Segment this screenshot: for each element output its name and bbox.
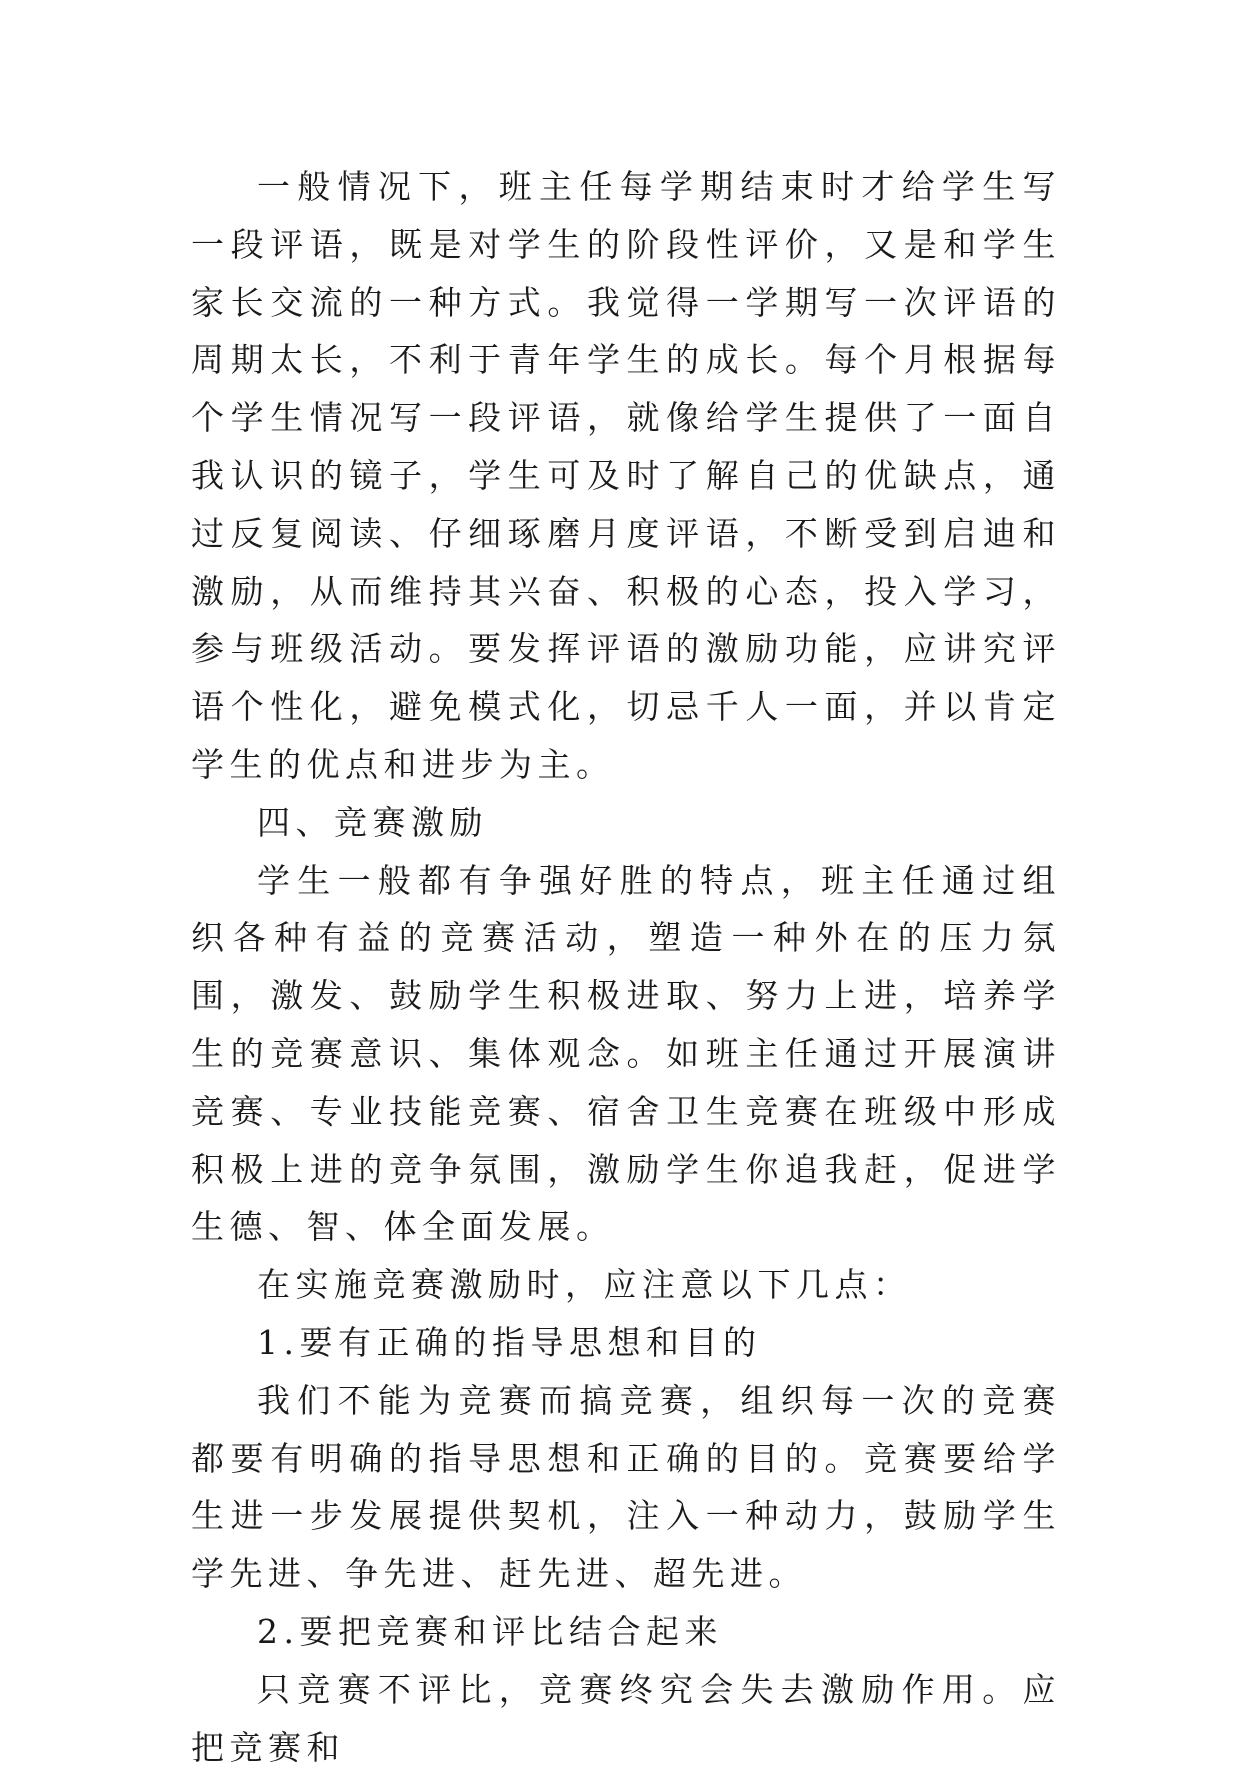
paragraph-guiding-purpose: 我们不能为竞赛而搞竞赛，组织每一次的竞赛都要有明确的指导思想和正确的目的。竞赛要给学生进一步发展提供契机，注入一种动力，鼓励学生学先进、争先进、赶先进、超先进。 xyxy=(191,1380,1061,1594)
paragraph-competition-intro: 学生一般都有争强好胜的特点，班主任通过组织各种有益的竞赛活动，塑造一种外在的压力氛围，激发、鼓励学生积极进取、努力上进，培养学生的竞赛意识、集体观念。如班主任通过开展演讲竞赛、专业技能竞赛、宿舍卫生竞赛在班级中形成积极上进的竞争氛围，激励学生你追我赶，促进学生德、智、体全面发展。 xyxy=(191,860,1061,1247)
paragraph-teacher-comments: 一般情况下，班主任每学期结束时才给学生写一段评语，既是对学生的阶段性评价，又是和学生家长交流的一种方式。我觉得一学期写一次评语的周期太长，不利于青年学生的成长。每个月根据每个学生情况写一段评语，就像给学生提供了一面自我认识的镜子，学生可及时了解自己的优缺点，通过反复阅读、仔细琢磨月度评语，不断受到启迪和激励，从而维持其兴奋、积极的心态，投入学习，参与班级活动。要发挥评语的激励功能，应讲究评语个性化，避免模式化，切忌千人一面，并以肯定学生的优点和进步为主。 xyxy=(191,167,1061,784)
list-heading-1: 1.要有正确的指导思想和目的 xyxy=(257,1322,762,1362)
body-text xyxy=(191,158,1061,1776)
paragraph-notes-intro: 在实施竞赛激励时，应注意以下几点： xyxy=(257,1265,912,1305)
list-heading-2: 2.要把竞赛和评比结合起来 xyxy=(257,1611,723,1651)
paragraph-competition-evaluation: 只竞赛不评比，竞赛终究会失去激励作用。应把竞赛和 xyxy=(191,1669,1061,1767)
section-heading-competition-motivation: 四、竞赛激励 xyxy=(257,802,488,842)
